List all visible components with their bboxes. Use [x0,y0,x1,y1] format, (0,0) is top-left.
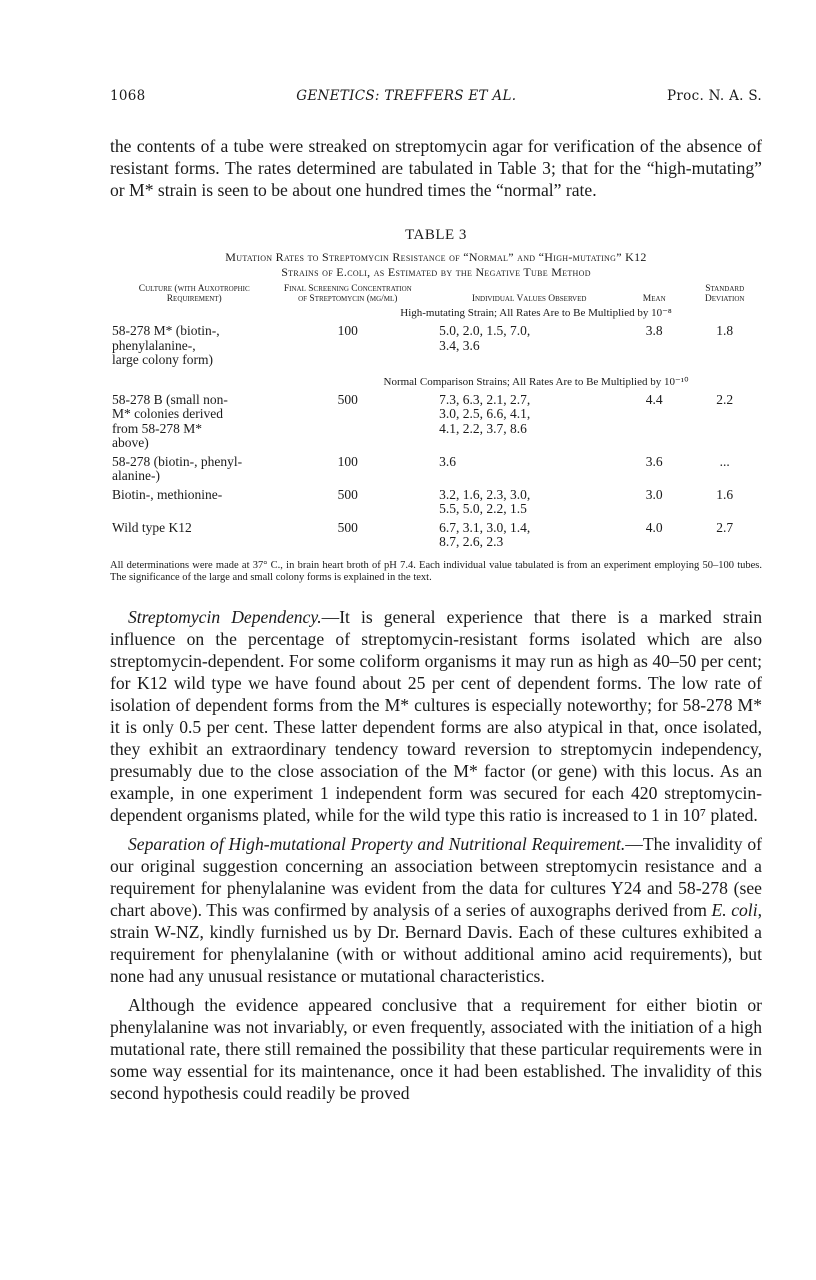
cell-standard-deviation: ... [719,453,730,469]
page-number: 1068 [110,88,146,104]
cell-mean: 3.0 [645,486,663,502]
subheader-high-mutating: High-mutating Strain; All Rates Are to Be Multiplied by 10⁻⁸ [400,307,672,319]
cell-concentration: 100 [337,323,358,338]
table-subheader-row [110,307,762,324]
section-body-continued: , strain W-NZ, kindly furnished us by Dr. Bernard Davis. Each of these cultures exhibited a requirement for phenylalanine (with or without additional amino acid requirements), but none had any unusual resistance or mutational characteristics. [110,899,762,986]
page [110,88,762,1104]
paragraph-hypothesis: Although the evidence appeared conclusive that a requirement for either biotin or phenylalanine was not invariably, or even frequently, associated with the initiation of a high mutational rate, there still remained the possibility that these particular requirements were in some way essential for its maintenance, once it had been established. The invalidity of this second hypothesis could readily be proved [110,994,762,1103]
cell-standard-deviation: 2.7 [716,519,734,535]
section-body: —The invalidity of our original suggestion concerning an association between streptomycin resistance and a requirement for phenylalanine was evident from the data for cultures Y24 and 58-278 (see chart above). This was confirmed by analysis of a series of auxographs derived from [110,833,762,920]
cell-mean: 3.8 [645,323,663,338]
table-row [110,517,762,550]
cell-culture: 58-278 B (small non- M* colonies derived from 58-278 M* above) [112,391,228,450]
cell-individual-values: 7.3, 6.3, 2.1, 2.7, 3.0, 2.5, 6.6, 4.1, 4.1, 2.2, 3.7, 8.6 [439,391,531,436]
cell-standard-deviation: 1.6 [716,486,734,502]
section-heading: Streptomycin Dependency. [128,606,322,627]
cell-concentration: 100 [337,453,358,469]
cell-culture: Biotin-, methionine- [112,486,223,502]
cell-culture: 58-278 M* (biotin-, phenylalanine-, large colony form) [112,323,220,367]
table-row [110,484,762,517]
col-header-culture: Culture (with Auxotrophic Requirement) [138,284,250,304]
section-heading: Separation of High-mutational Property and Nutritional Requirement. [128,833,626,854]
cell-mean: 4.0 [645,519,663,535]
subheader-normal-comparison: Normal Comparison Strains; All Rates Are to Be Multiplied by 10⁻¹⁰ [383,375,689,388]
table-row [110,393,762,451]
table-subheader-row [110,368,762,393]
table-footnote: All determinations were made at 37° C., in brain heart broth of pH 7.4. Each individual value tabulated is from an experiment employing 50–100 tubes. The significance of the large and small colony forms is explained in the text. [110,559,762,583]
cell-concentration: 500 [337,391,358,407]
table-header-row [110,284,762,307]
col-header-concentration: Final Screening Concentration of Streptomycin (µg/ml) [283,284,412,304]
cell-individual-values: 3.6 [439,453,457,469]
cell-individual-values: 3.2, 1.6, 2.3, 3.0, 5.5, 5.0, 2.2, 1.5 [439,486,531,516]
table-caption-line-2: Strains of E.coli, as Estimated by the Negative Tube Method [281,265,591,279]
cell-mean: 4.4 [645,391,663,407]
running-header [110,88,762,104]
cell-standard-deviation: 1.8 [716,323,734,338]
col-header-mean: Mean [642,294,666,304]
table-caption-line-1: Mutation Rates to Streptomycin Resistance of “Normal” and “High-mutating” K12 [225,250,647,264]
cell-concentration: 500 [337,519,358,535]
running-title: GENETICS: TREFFERS ET AL. [296,88,517,104]
section-body: —It is general experience that there is a marked strain influence on the percentage of streptomycin-resistant forms isolated which are also streptomycin-dependent. For some coliform organisms it may run as high as 40–50 per cent; for K12 wild type we have found about 25 per cent of dependent forms. The low rate of isolation of dependent forms from the M* cultures is especially noteworthy; for 58-278 M* it is only 0.5 per cent. These latter dependent forms are also atypical in that, once isolated, they exhibit an extraordinary tendency toward reversion to streptomycin independency, presumably due to the close association of the M* factor (or gene) with this locus. As an example, in one experiment 1 independent form was secured for each 420 streptomycin-dependent organisms plated, while for the wild type this ratio is increased to 1 in 10⁷ plated. [110,606,762,825]
mutation-rates-table [110,284,762,550]
section-separation [110,833,762,987]
section-streptomycin-dependency [110,606,762,826]
table-row [110,451,762,484]
intro-paragraph: the contents of a tube were streaked on streptomycin agar for verification of the absence of resistant forms. The rates determined are tabulated in Table 3; that for the “high-mutating” or M* strain is seen to be about one hundred times the “normal” rate. [110,136,762,200]
cell-culture: 58-278 (biotin-, phenyl- alanine-) [112,453,243,483]
table-title: TABLE 3 [405,227,467,243]
cell-mean: 3.6 [645,453,663,469]
col-header-individual-values: Individual Values Observed [471,294,587,304]
table-caption [110,250,762,280]
cell-culture: Wild type K12 [112,519,192,535]
cell-standard-deviation: 2.2 [716,391,734,407]
cell-concentration: 500 [337,486,358,502]
cell-individual-values: 5.0, 2.0, 1.5, 7.0, 3.4, 3.6 [439,323,531,353]
table-row [110,324,762,368]
col-header-standard-deviation: Standard Deviation [704,284,745,304]
journal-name: Proc. N. A. S. [667,88,762,104]
organism-name: E. coli [711,899,758,920]
cell-individual-values: 6.7, 3.1, 3.0, 1.4, 8.7, 2.6, 2.3 [439,519,531,549]
